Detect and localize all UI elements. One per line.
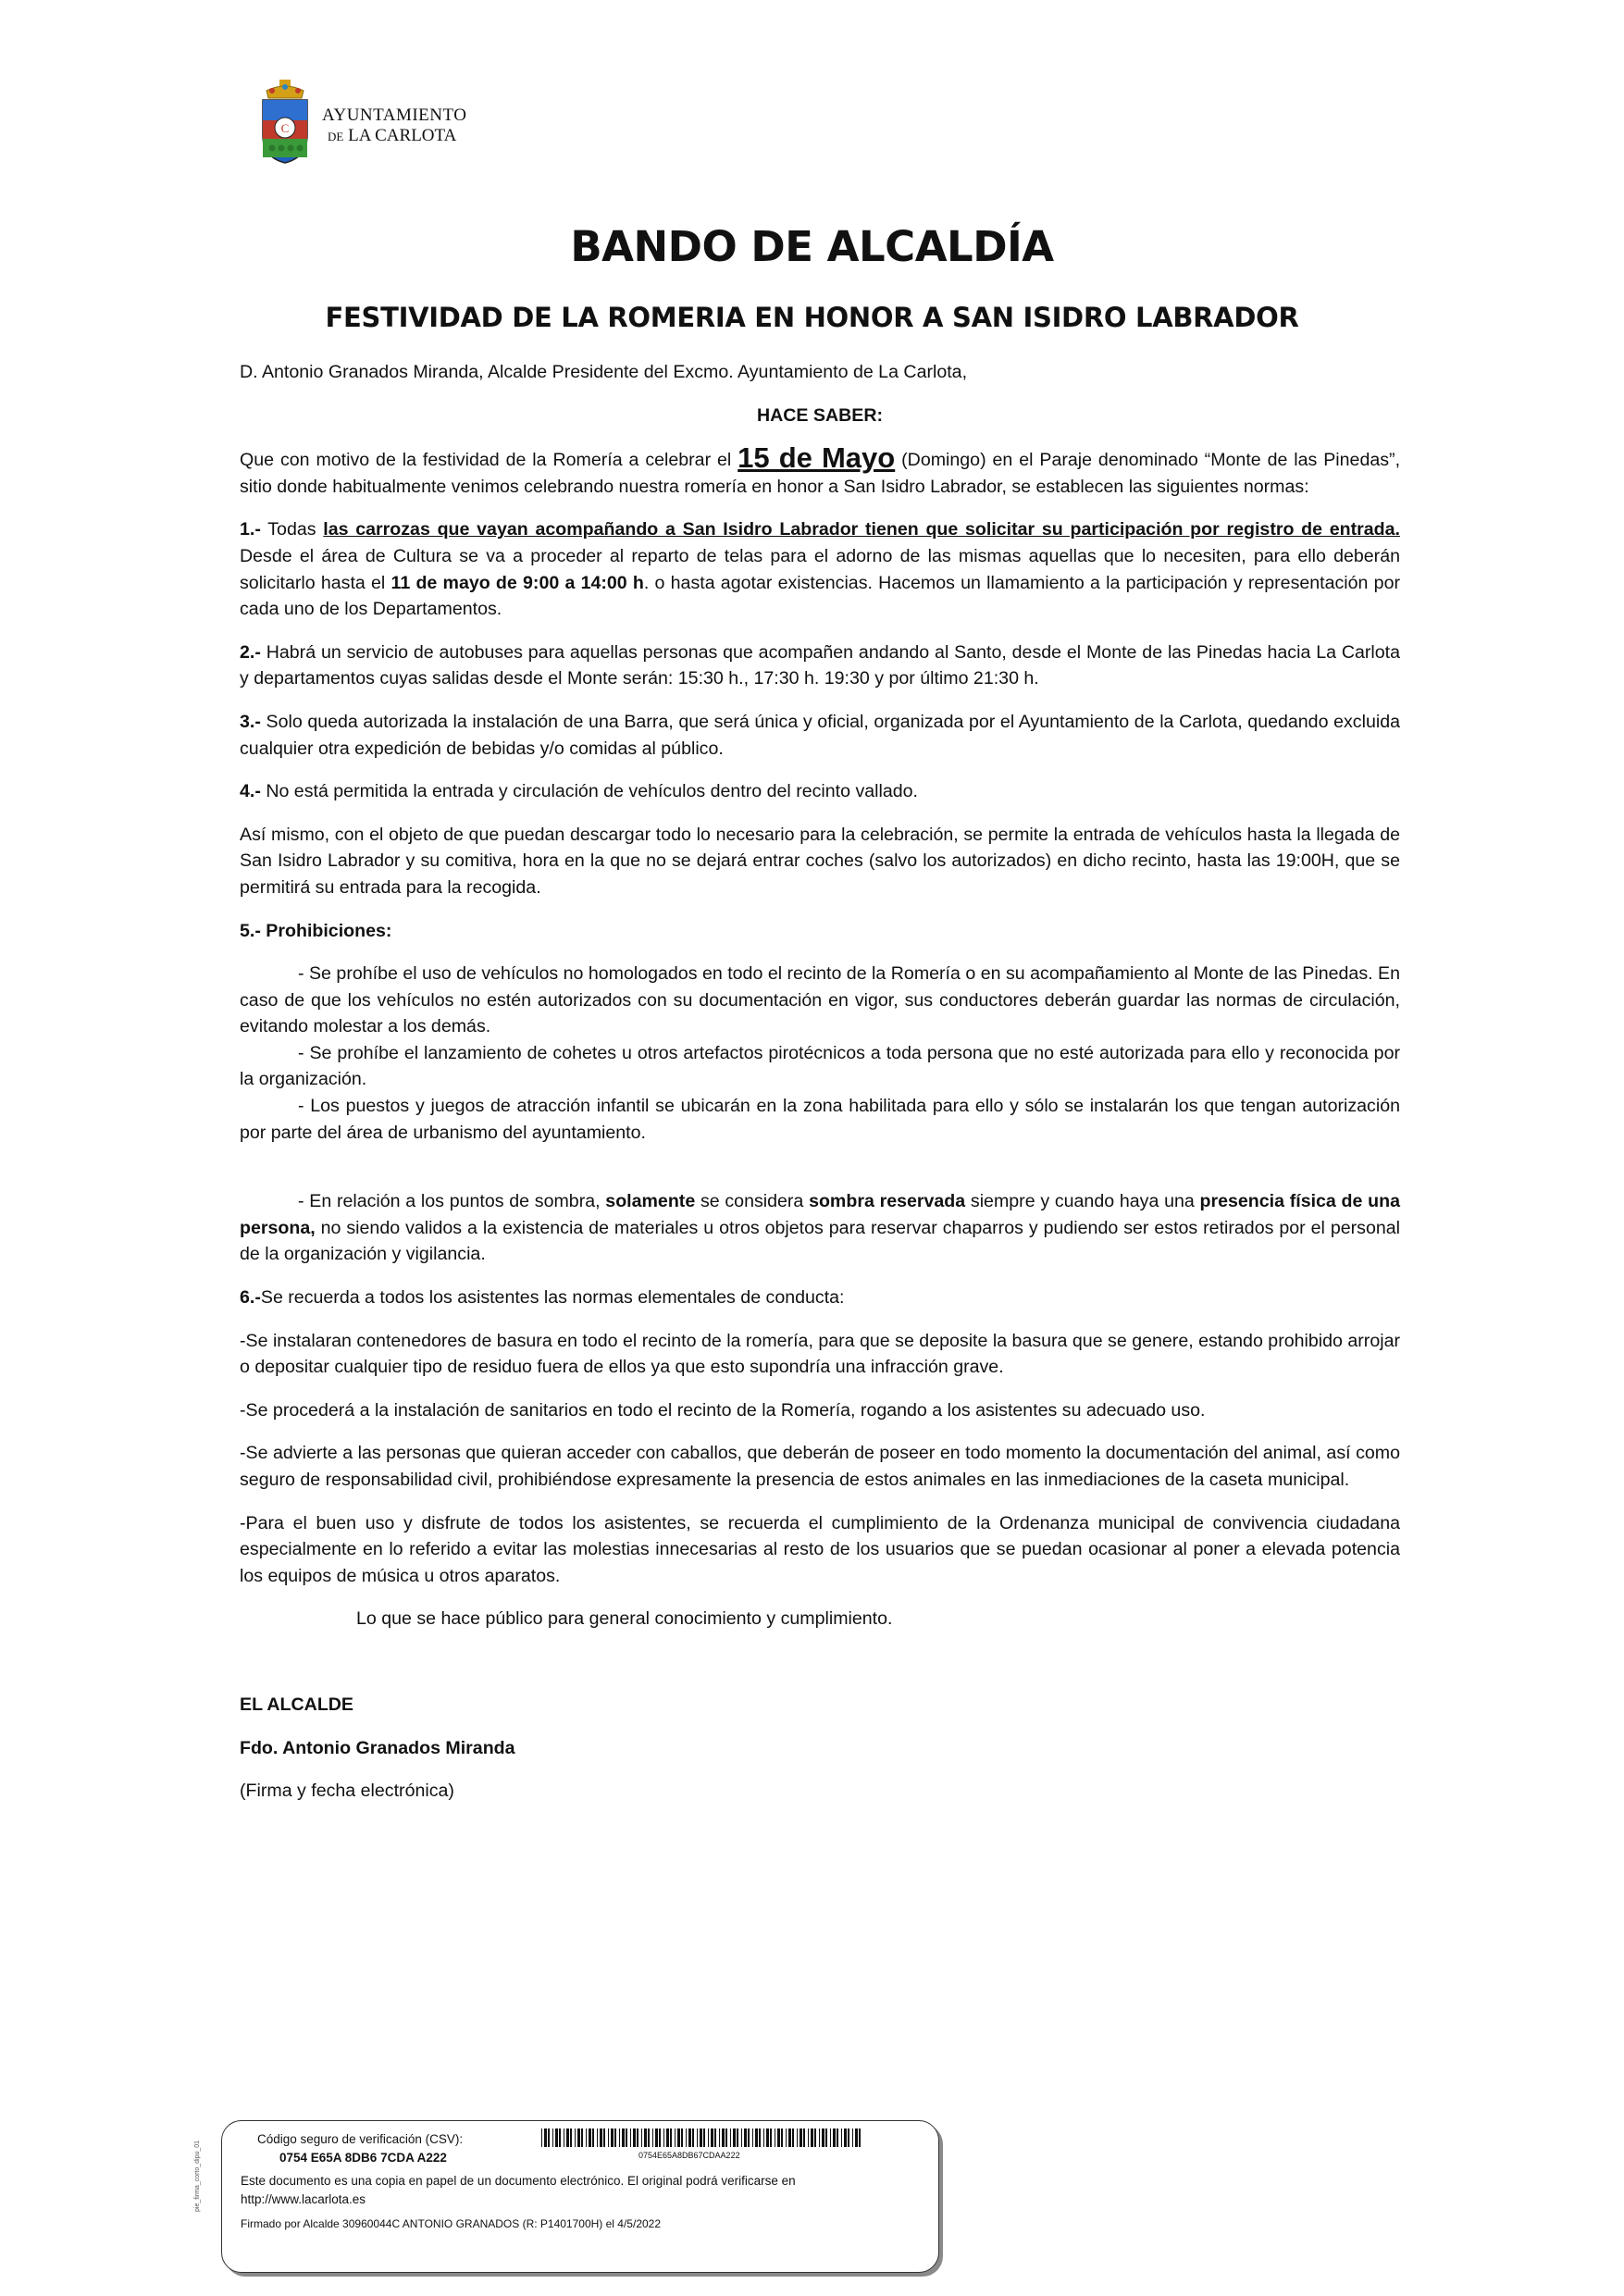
barcode-caption: 0754E65A8DB67CDAA222 (638, 2151, 740, 2160)
asimismo-paragraph: Así mismo, con el objeto de que puedan descargar todo lo necesario para la celebración, se permite la entrada de vehículos hasta la llegada de San Isidro Labrador y su comitiva, hora en la que no se dejará entrar coches (salvo los autorizados) en dicho recinto, hasta las 19:00H, que se permitirá su entrada para la recogida. (240, 824, 1400, 898)
logo-line-2-prefix: DE (328, 130, 344, 143)
signed-by: Firmado por Alcalde 30960044C ANTONIO GRANADOS (R: P1401700H) el 4/5/2022 (241, 2217, 662, 2230)
prohibition-item: - Se prohíbe el uso de vehículos no homologados en todo el recinto de la Romería o en su acompañamiento al Monte de las Pinedas. En caso de que los vehículos no estén autorizados con su documentación en vigor, sus conductores deberán guardar las normas de circulación, evitando molestar a los demás. (240, 963, 1400, 1037)
csv-value: 0754 E65A 8DB6 7CDA A222 (279, 2151, 447, 2165)
prohibition-item: - Se prohíbe el lanzamiento de cohetes u otros artefactos pirotécnicos a toda persona que no esté autorizada para ello y reconocida por la organización. (240, 1042, 1400, 1090)
rule-3: 3.- Solo queda autorizada la instalación de una Barra, que será única y oficial, organizada por el Ayuntamiento de la Carlota, quedando excluida cualquier otra expedición de bebidas y/o comidas al público. (240, 711, 1400, 759)
svg-text:C: C (280, 121, 290, 135)
barcode-icon (541, 2128, 863, 2147)
document-title: BANDO DE ALCALDÍA (570, 222, 1054, 271)
conduct-item: -Se procederá a la instalación de sanitarios en todo el recinto de la Romería, rogando a los asistentes su adecuado uso. (240, 1399, 1206, 1421)
motivo-paragraph: Que con motivo de la festividad de la Romería a celebrar el 15 de Mayo (Domingo) en el Paraje denominado “Monte de las Pinedas”, sitio donde habitualmente venimos celebrando nuestra romería en honor a San Isidro Labrador, se establecen las siguientes normas: (240, 441, 1401, 497)
municipal-logo (259, 74, 481, 167)
closing-sentence: Lo que se hace público para general conocimiento y cumplimiento. (356, 1608, 893, 1630)
conduct-item: -Se advierte a las personas que quieran acceder con caballos, que deberán de poseer en todo momento la documentación del animal, así como seguro de responsabilidad civil, prohibiéndose expresamente la presencia de estos animales en las inmediaciones de la caseta municipal. (240, 1443, 1400, 1490)
verification-footer (221, 2120, 939, 2273)
logo-line-2 (322, 126, 466, 147)
side-code: pie_firma_corto_dipu_01 (194, 2140, 201, 2212)
csv-label: Código seguro de verificación (CSV): (257, 2132, 464, 2146)
logo-text (322, 105, 466, 147)
prohibition-item-sombra: - En relación a los puntos de sombra, solamente se considera sombra reservada siempre y cuando haya una presencia física de una persona, no siendo validos a la existencia de materiales u otros objetos para reservar chaparros y pudiendo ser estos retirados por el personal de la organización y vigilancia. (240, 1191, 1400, 1265)
logo-line-2-main: LA CARLOTA (348, 126, 457, 145)
verification-note: Este documento es una copia en papel de un documento electrónico. El original podrá verificarse en http://www.lacarlota.es (241, 2174, 796, 2206)
signature-name: Fdo. Antonio Granados Miranda (240, 1737, 515, 1758)
document-body (240, 359, 1400, 1805)
signature-note: (Firma y fecha electrónica) (240, 1781, 454, 1802)
conduct-item: -Para el buen uso y disfrute de todos los asistentes, se recuerda el cumplimiento de la Ordenanza municipal de convivencia ciudadana especialmente en lo referido a evitar las molestias innecesarias al resto de los usuarios que se puedan ocasionar al poner a elevada potencia los equipos de música u otros aparatos. (240, 1512, 1400, 1586)
hace-saber-heading: HACE SABER: (756, 404, 884, 426)
document-subtitle: FESTIVIDAD DE LA ROMERIA EN HONOR A SAN ISIDRO LABRADOR (325, 302, 1299, 333)
rule-1: 1.- Todas las carrozas que vayan acompañando a San Isidro Labrador tienen que solicitar su participación por registro de entrada. Desde el área de Cultura se va a proceder al reparto de telas para el adorno de las mismas aquellas que lo necesiten, para ello deberán solicitarlo hasta el 11 de mayo de 9:00 a 14:00 h. o hasta agotar existencias. Hacemos un llamamiento a la participación y representación por cada uno de los Departamentos. (240, 519, 1400, 620)
coat-of-arms-icon (259, 78, 311, 167)
conduct-item: -Se instalaran contenedores de basura en todo el recinto de la romería, para que se deposite la basura que se genere, estando prohibido arrojar o depositar cualquier tipo de residuo fuera de ellos ya que esto supondría una infracción grave. (240, 1330, 1400, 1378)
logo-line-1: AYUNTAMIENTO (322, 105, 467, 125)
festivity-date: 15 de Mayo (738, 441, 896, 475)
prohibition-item: - Los puestos y juegos de atracción infantil se ubicarán en la zona habilitada para ello y sólo se instalarán los que tengan autorización por parte del área de urbanismo del ayuntamiento. (240, 1096, 1400, 1143)
intro-paragraph: D. Antonio Granados Miranda, Alcalde Presidente del Excmo. Ayuntamiento de La Carlota, (240, 362, 968, 382)
rule-4: 4.- No está permitida la entrada y circulación de vehículos dentro del recinto vallado. (240, 781, 918, 802)
rule-2: 2.- Habrá un servicio de autobuses para aquellas personas que acompañen andando al Santo, desde el Monte de las Pinedas hacia La Carlota y departamentos cuyas salidas desde el Monte serán: 15:30 h., 17:30 h. 19:30 y por último 21:30 h. (240, 641, 1400, 689)
signature-role: EL ALCALDE (240, 1694, 354, 1715)
rule-6: 6.-Se recuerda a todos los asistentes las normas elementales de conducta: (240, 1287, 845, 1309)
rule-5-heading: 5.- Prohibiciones: (240, 920, 392, 941)
